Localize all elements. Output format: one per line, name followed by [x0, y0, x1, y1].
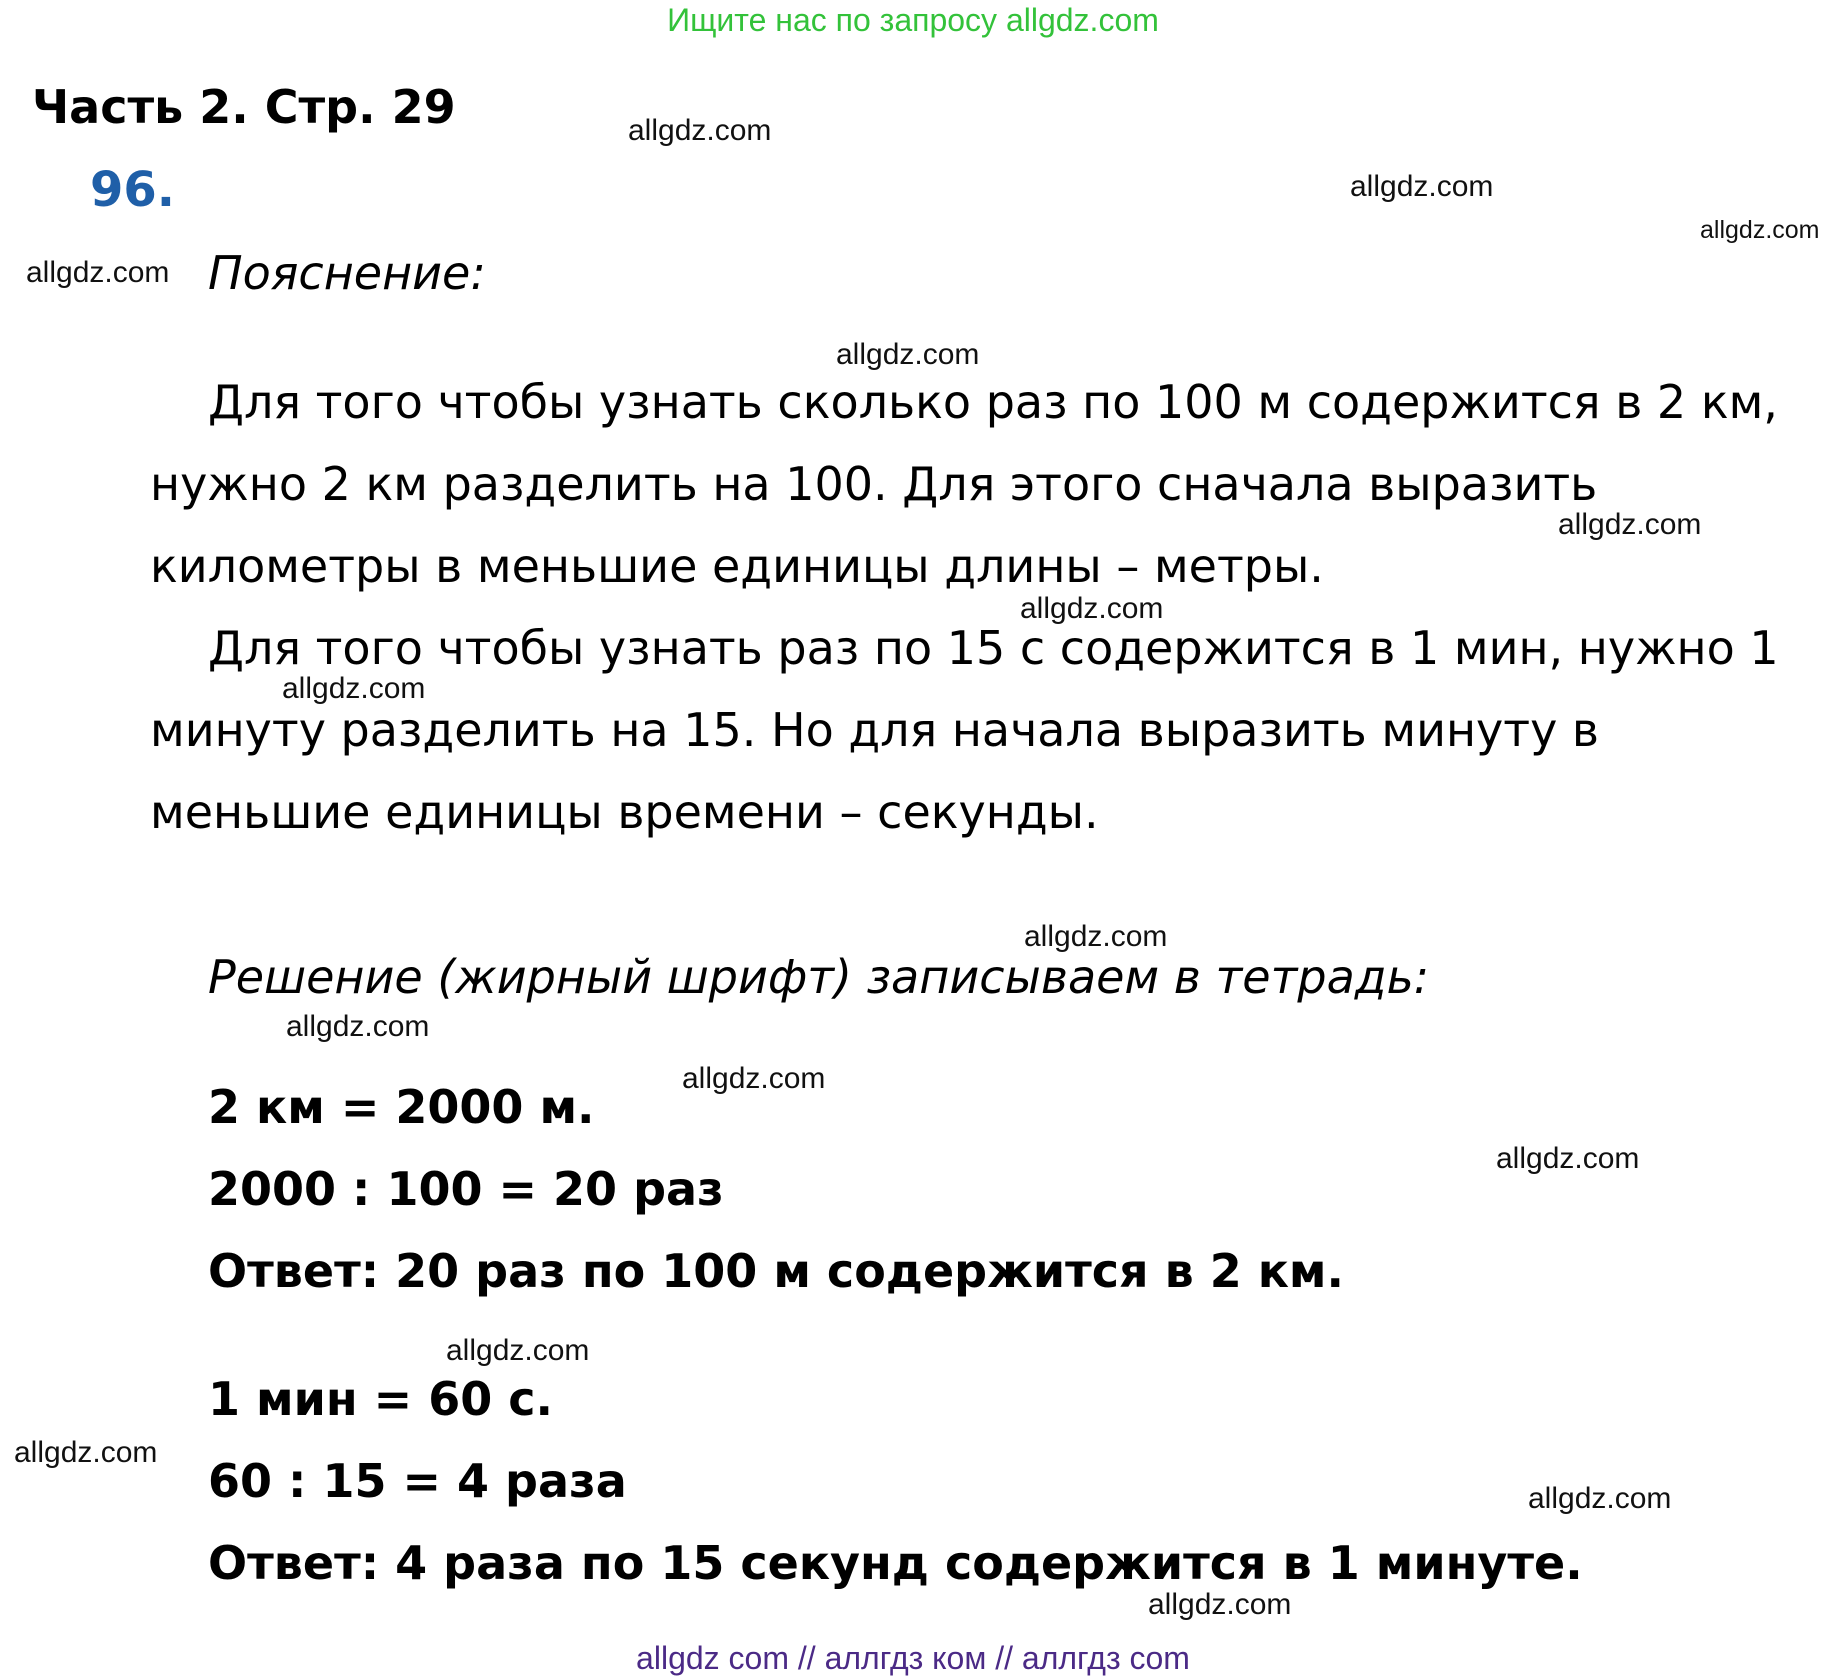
watermark: allgdz.com [286, 1010, 430, 1043]
watermark: allgdz.com [1148, 1588, 1292, 1621]
solution-line: 1 мин = 60 с. [208, 1372, 553, 1426]
watermark: allgdz.com [1350, 170, 1494, 203]
watermark: allgdz.com [1528, 1482, 1672, 1515]
answer-line: Ответ: 20 раз по 100 м содержится в 2 км. [208, 1244, 1345, 1298]
solution-line: 60 : 15 = 4 раза [208, 1454, 627, 1508]
watermark: allgdz.com [446, 1334, 590, 1367]
solution-line: 2 км = 2000 м. [208, 1080, 595, 1134]
explanation-line: меньшие единицы времени – секунды. [150, 785, 1099, 839]
watermark: allgdz.com [682, 1062, 826, 1095]
explanation-line: Для того чтобы узнать сколько раз по 100 м содержится в 2 км, [208, 375, 1778, 429]
watermark: allgdz.com [1024, 920, 1168, 953]
explanation-line: километры в меньшие единицы длины – метры. [150, 539, 1324, 593]
watermark: allgdz.com [1700, 216, 1820, 244]
watermark: allgdz.com [26, 256, 170, 289]
watermark: allgdz.com [836, 338, 980, 371]
watermark: allgdz.com [14, 1436, 158, 1469]
explanation-line: нужно 2 км разделить на 100. Для этого сначала выразить [150, 457, 1598, 511]
solution-line: 2000 : 100 = 20 раз [208, 1162, 724, 1216]
page-title: Часть 2. Стр. 29 [32, 80, 456, 134]
explanation-line: Для того чтобы узнать раз по 15 с содержится в 1 мин, нужно 1 [208, 621, 1779, 675]
solution-heading: Решение (жирный шрифт) записываем в тетрадь: [208, 950, 1430, 1004]
explanation-heading: Пояснение: [208, 246, 486, 300]
explanation-line: минуту разделить на 15. Но для начала выразить минуту в [150, 703, 1600, 757]
watermark: allgdz.com [628, 114, 772, 147]
top-banner: Ищите нас по запросу allgdz.com [667, 2, 1159, 38]
watermark: allgdz.com [1558, 508, 1702, 541]
watermark: allgdz.com [1020, 592, 1164, 625]
answer-line: Ответ: 4 раза по 15 секунд содержится в 1 минуте. [208, 1536, 1583, 1590]
footer-links: allgdz com // аллгдз ком // аллгдз com [636, 1640, 1190, 1676]
watermark: allgdz.com [1496, 1142, 1640, 1175]
task-number: 96. [90, 162, 176, 218]
watermark: allgdz.com [282, 672, 426, 705]
